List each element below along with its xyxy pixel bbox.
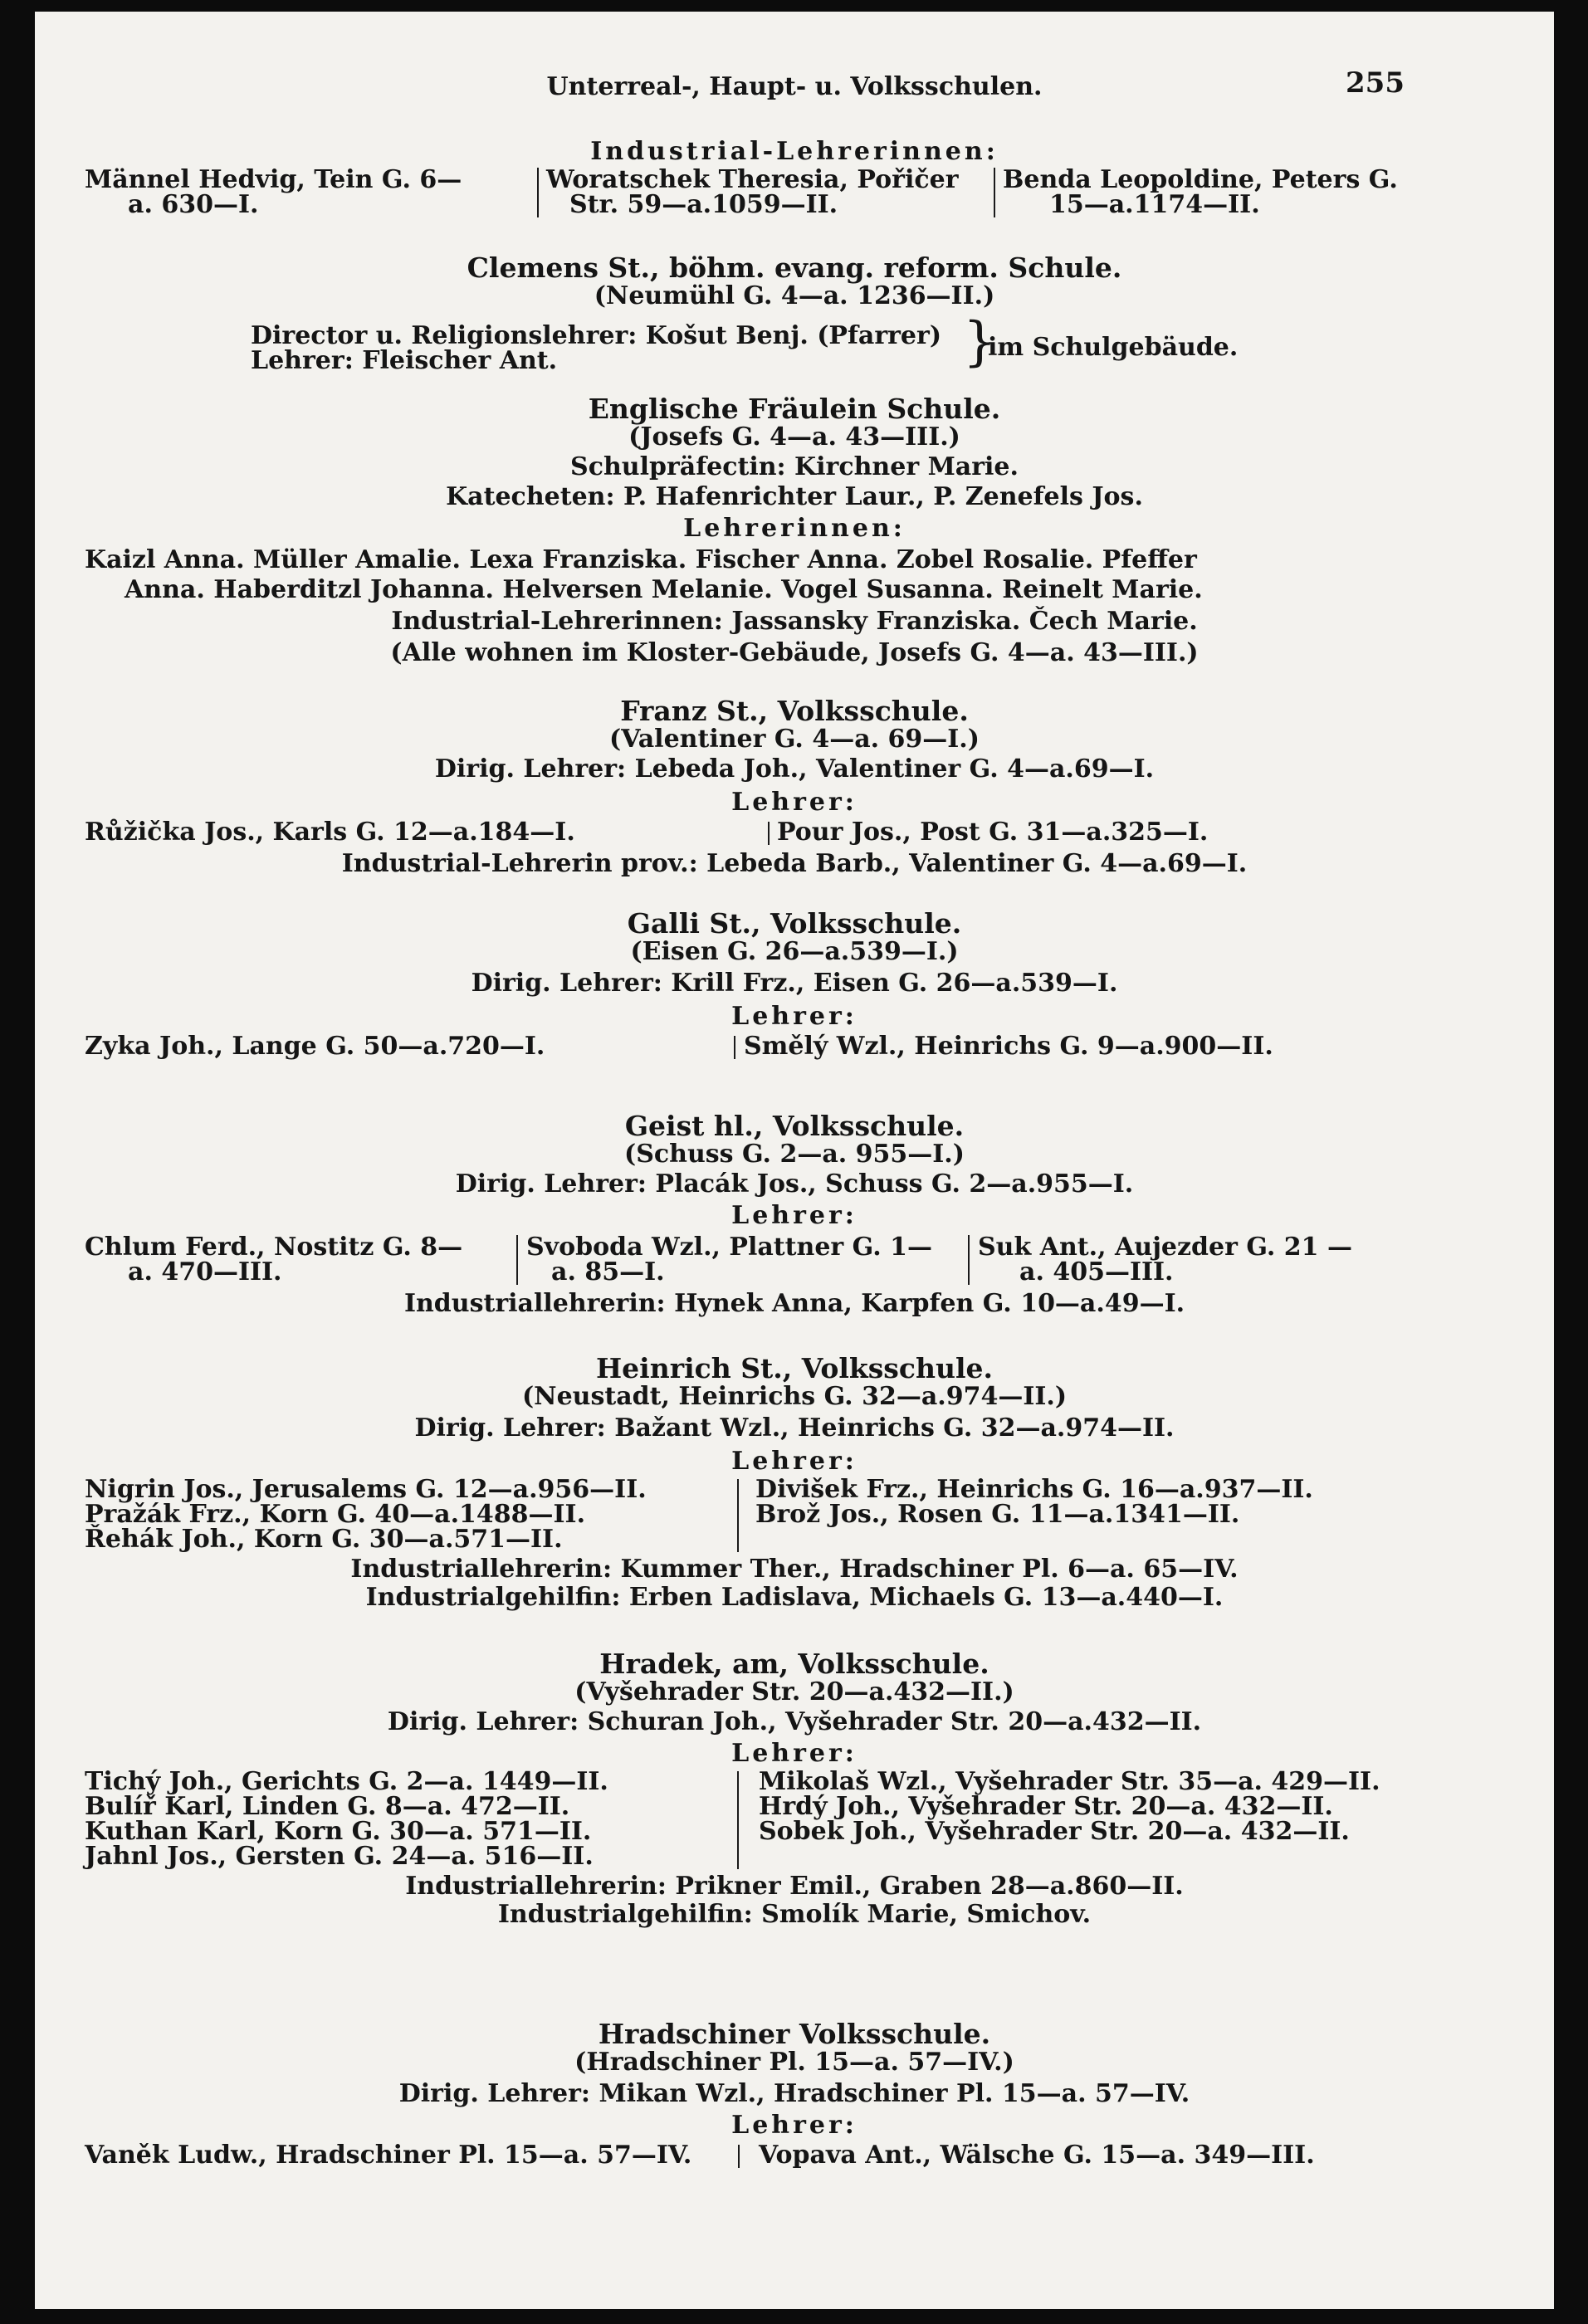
- director-line: Dirig. Lehrer: Bažant Wzl., Heinrichs G. 32—a.974—II.: [414, 1413, 1175, 1443]
- running-header: Unterreal-, Haupt- u. Volksschulen.: [546, 72, 1043, 101]
- column-divider: [768, 822, 770, 845]
- page-number: 255: [1346, 66, 1405, 100]
- teacher-entry: Divišek Frz., Heinrichs G. 16—a.937—II.: [755, 1475, 1313, 1504]
- teacher-entry: Vopava Ant., Wälsche G. 15—a. 349—III.: [759, 2141, 1315, 2170]
- section-address: (Eisen G. 26—a.539—I.): [630, 937, 959, 966]
- gehilfin-line: Industrialgehilfin: Smolík Marie, Smichov.: [497, 1900, 1092, 1929]
- industrial-entry-3-line2: 15—a.1174—II.: [1049, 190, 1260, 219]
- director-line: Dirig. Lehrer: Krill Frz., Eisen G. 26—a.539—I.: [471, 969, 1118, 998]
- column-divider: [734, 1036, 735, 1059]
- column-divider: [537, 168, 539, 217]
- clemens-location: im Schulgebäude.: [988, 333, 1239, 362]
- column-divider: [968, 1235, 970, 1285]
- director-line: Dirig. Lehrer: Schuran Joh., Vyšehrader Str. 20—a.432—II.: [387, 1707, 1202, 1736]
- lehrer-heading: Lehrer:: [731, 1002, 858, 1031]
- teacher-entry: Hrdý Joh., Vyšehrader Str. 20—a. 432—II.: [759, 1792, 1333, 1821]
- geist-teacher-2-line1: Svoboda Wzl., Plattner G. 1—: [526, 1233, 932, 1262]
- section-address: (Josefs G. 4—a. 43—III.): [628, 422, 960, 452]
- lehrer-heading: Lehrer:: [731, 2111, 858, 2140]
- industrial-entry-1-line1: Männel Hedvig, Tein G. 6—: [85, 165, 462, 194]
- englische-industrial: Industrial-Lehrerinnen: Jassansky Franziska. Čech Marie.: [391, 607, 1198, 636]
- teacher-entry: Mikolaš Wzl., Vyšehrader Str. 35—a. 429—II.: [759, 1767, 1380, 1796]
- column-divider: [737, 1479, 739, 1552]
- englische-katecheten: Katecheten: P. Hafenrichter Laur., P. Zenefels Jos.: [446, 482, 1143, 511]
- teacher-entry: Sobek Joh., Vyšehrader Str. 20—a. 432—II.: [759, 1817, 1350, 1846]
- teacher-entry: Vaněk Ludw., Hradschiner Pl. 15—a. 57—IV.: [85, 2141, 692, 2170]
- geist-teacher-3-line1: Suk Ant., Aujezder G. 21 —: [978, 1233, 1352, 1262]
- director-line: Dirig. Lehrer: Placák Jos., Schuss G. 2—a.955—I.: [455, 1169, 1134, 1199]
- lehrer-heading: Lehrer:: [731, 1201, 858, 1230]
- lehrer-heading: Lehrer:: [731, 1447, 858, 1476]
- section-title: Hradschiner Volksschule.: [598, 2018, 991, 2050]
- teacher-entry: Tichý Joh., Gerichts G. 2—a. 1449—II.: [85, 1767, 608, 1796]
- teacher-entry: Řehák Joh., Korn G. 30—a.571—II.: [85, 1525, 563, 1554]
- column-divider: [738, 2145, 740, 2168]
- englische-praefectin: Schulpräfectin: Kirchner Marie.: [570, 452, 1019, 481]
- section-address: (Neustadt, Heinrichs G. 32—a.974—II.): [521, 1382, 1068, 1411]
- teacher-entry: Růžička Jos., Karls G. 12—a.184—I.: [85, 818, 575, 847]
- industrial-entry-2-line2: Str. 59—a.1059—II.: [569, 190, 838, 219]
- brace-symbol: }: [963, 311, 997, 373]
- section-address: (Hradschiner Pl. 15—a. 57—IV.): [574, 2048, 1014, 2077]
- teacher-entry: Smělý Wzl., Heinrichs G. 9—a.900—II.: [744, 1032, 1273, 1061]
- teacher-entry: Bulíř Karl, Linden G. 8—a. 472—II.: [85, 1792, 570, 1821]
- director-line: Dirig. Lehrer: Mikan Wzl., Hradschiner Pl. 15—a. 57—IV.: [398, 2079, 1190, 2108]
- clemens-director: Director u. Religionslehrer: Košut Benj. (Pfarrer): [251, 321, 942, 350]
- industrial-line: Industrial-Lehrerin prov.: Lebeda Barb., Valentiner G. 4—a.69—I.: [341, 849, 1248, 878]
- section-address: (Schuss G. 2—a. 955—I.): [624, 1140, 965, 1169]
- teacher-entry: Brož Jos., Rosen G. 11—a.1341—II.: [755, 1500, 1240, 1529]
- section-title: Franz St., Volksschule.: [620, 695, 969, 727]
- section-title: Englische Fräulein Schule.: [588, 393, 1001, 425]
- section-address: (Neumühl G. 4—a. 1236—II.): [594, 281, 995, 310]
- column-divider: [737, 1771, 739, 1869]
- teacher-entry: Kuthan Karl, Korn G. 30—a. 571—II.: [85, 1817, 592, 1846]
- lehrerinnen-heading: Lehrerinnen:: [683, 514, 906, 543]
- teacher-entry: Nigrin Jos., Jerusalems G. 12—a.956—II.: [85, 1475, 647, 1504]
- geist-teacher-3-line2: a. 405—III.: [1019, 1257, 1174, 1286]
- industrial-heading: Industrial-Lehrerinnen:: [590, 137, 999, 166]
- section-title: Clemens St., böhm. evang. reform. Schule.: [467, 251, 1122, 284]
- section-title: Heinrich St., Volksschule.: [596, 1352, 993, 1384]
- industrial-line: Industriallehrerin: Hynek Anna, Karpfen G. 10—a.49—I.: [403, 1289, 1185, 1318]
- document-page: [35, 12, 1554, 2309]
- column-divider: [516, 1235, 518, 1285]
- section-title: Hradek, am, Volksschule.: [599, 1648, 989, 1680]
- section-address: (Vyšehrader Str. 20—a.432—II.): [574, 1677, 1014, 1706]
- column-divider: [994, 168, 995, 217]
- section-address: (Valentiner G. 4—a. 69—I.): [609, 725, 980, 754]
- teacher-entry: Pour Jos., Post G. 31—a.325—I.: [777, 818, 1209, 847]
- gehilfin-line: Industrialgehilfin: Erben Ladislava, Michaels G. 13—a.440—I.: [365, 1583, 1224, 1612]
- industrial-line: Industriallehrerin: Prikner Emil., Graben 28—a.860—II.: [405, 1872, 1184, 1901]
- section-title: Galli St., Volksschule.: [627, 907, 962, 940]
- englische-teachers-line1: Kaizl Anna. Müller Amalie. Lexa Franziska. Fischer Anna. Zobel Rosalie. Pfeffer: [85, 545, 1197, 574]
- englische-note: (Alle wohnen im Kloster-Gebäude, Josefs G. 4—a. 43—III.): [390, 638, 1199, 667]
- section-title: Geist hl., Volksschule.: [624, 1110, 965, 1142]
- lehrer-heading: Lehrer:: [731, 1739, 858, 1768]
- geist-teacher-1-line2: a. 470—III.: [128, 1257, 282, 1286]
- industrial-line: Industriallehrerin: Kummer Ther., Hradschiner Pl. 6—a. 65—IV.: [350, 1555, 1239, 1584]
- industrial-entry-1-line2: a. 630—I.: [128, 190, 259, 219]
- englische-teachers-line2: Anna. Haberditzl Johanna. Helversen Melanie. Vogel Susanna. Reinelt Marie.: [125, 575, 1203, 604]
- teacher-entry: Zyka Joh., Lange G. 50—a.720—I.: [85, 1032, 545, 1061]
- clemens-lehrer: Lehrer: Fleischer Ant.: [251, 346, 558, 375]
- teacher-entry: Pražák Frz., Korn G. 40—a.1488—II.: [85, 1500, 586, 1529]
- geist-teacher-1-line1: Chlum Ferd., Nostitz G. 8—: [85, 1233, 463, 1262]
- industrial-entry-3-line1: Benda Leopoldine, Peters G.: [1003, 165, 1398, 194]
- director-line: Dirig. Lehrer: Lebeda Joh., Valentiner G. 4—a.69—I.: [434, 754, 1155, 784]
- lehrer-heading: Lehrer:: [731, 788, 858, 817]
- teacher-entry: Jahnl Jos., Gersten G. 24—a. 516—II.: [85, 1842, 594, 1871]
- industrial-entry-2-line1: Woratschek Theresia, Pořičer: [546, 165, 959, 194]
- geist-teacher-2-line2: a. 85—I.: [551, 1257, 665, 1286]
